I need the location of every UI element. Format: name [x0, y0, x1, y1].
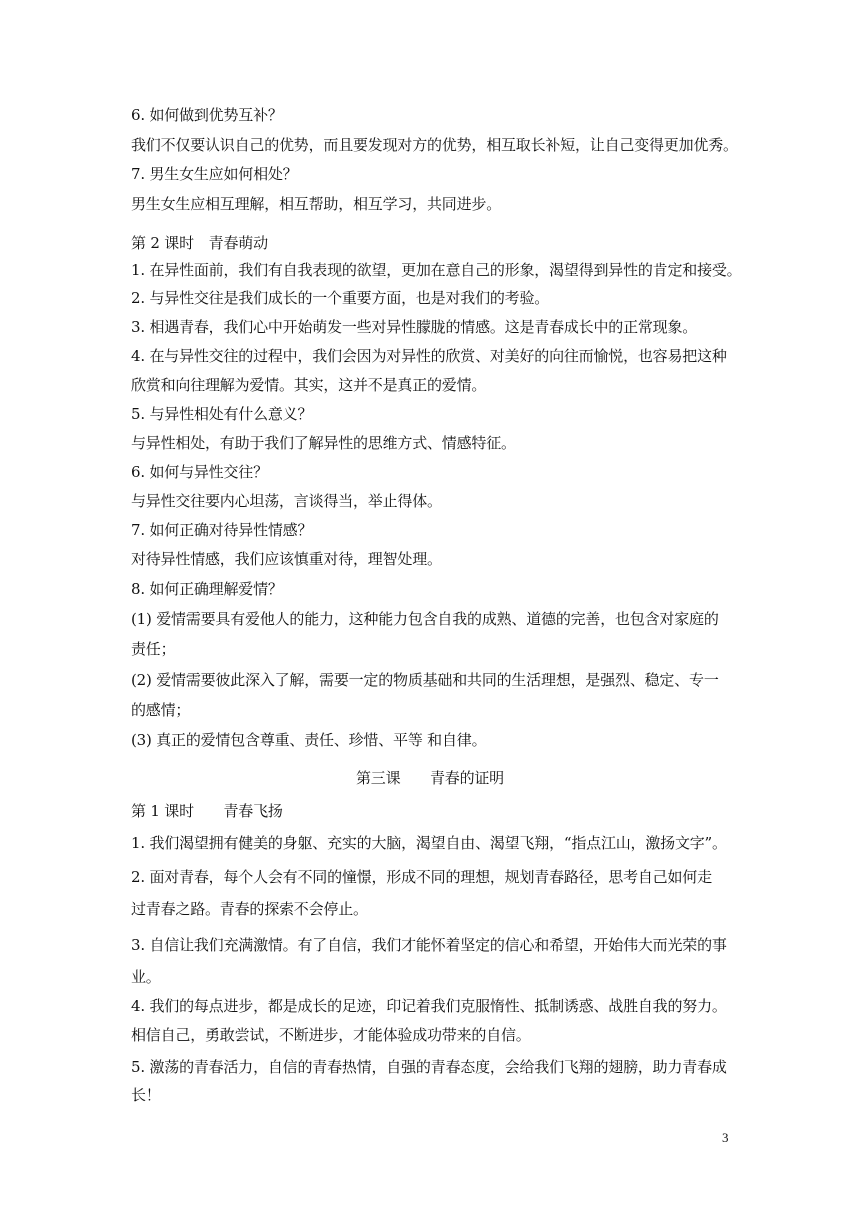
question: 5. 与异性相处有什么意义？ — [131, 405, 313, 423]
page-number: 3 — [722, 1130, 729, 1145]
question-6: 6. 如何做到优势互补？ — [131, 106, 283, 124]
paragraph: 相信自己，勇敢尝试，不断进步，才能体验成功带来的自信。 — [131, 1026, 531, 1044]
answer-item: 责任； — [131, 640, 176, 658]
question-7: 7. 男生女生应如何相处？ — [131, 165, 298, 183]
paragraph: 5. 激荡的青春活力，自信的青春热情，自强的青春态度，会给我们飞翔的翅膀，助力青春成 — [131, 1058, 727, 1076]
paragraph: 4. 在与异性交往的过程中，我们会因为对异性的欣赏、对美好的向往而愉悦，也容易把这种 — [131, 347, 727, 365]
paragraph: 3. 自信让我们充满激情。有了自信，我们才能怀着坚定的信心和希望，开始伟大而光荣的事 — [131, 936, 727, 954]
lesson-heading: 第 2 课时 青春萌动 — [131, 234, 268, 252]
answer-item: (1) 爱情需要具有爱他人的能力，这种能力包含自我的成熟、道德的完善，也包含对家庭的 — [131, 610, 719, 628]
answer-6: 我们不仅要认识自己的优势，而且要发现对方的优势，相互取长补短，让自己变得更加优秀。 — [131, 136, 738, 154]
paragraph: 欣赏和向往理解为爱情。其实，这并不是真正的爱情。 — [131, 376, 487, 394]
paragraph: 1. 我们渴望拥有健美的身躯、充实的大脑，渴望自由、渴望飞翔，“指点江山，激扬文字”。 — [131, 834, 727, 852]
answer-item: (3) 真正的爱情包含尊重、责任、珍惜、平等 和自律。 — [131, 731, 487, 749]
question: 8. 如何正确理解爱情？ — [131, 580, 283, 598]
paragraph: 2. 与异性交往是我们成长的一个重要方面，也是对我们的考验。 — [131, 289, 550, 307]
paragraph: 3. 相遇青春，我们心中开始萌发一些对异性朦胧的情感。这是青春成长中的正常现象。 — [131, 318, 698, 336]
paragraph: 4. 我们的每点进步，都是成长的足迹，印记着我们克服惰性、抵制诱惑、战胜自我的努力。 — [131, 997, 727, 1015]
question: 6. 如何与异性交往？ — [131, 463, 268, 481]
paragraph: 业。 — [131, 968, 161, 986]
answer: 对待异性情感，我们应该慎重对待，理智处理。 — [131, 550, 442, 568]
answer-item: 的感情； — [131, 701, 191, 719]
lesson-title: 第三课 青春的证明 — [355, 769, 504, 787]
paragraph: 过青春之路。青春的探索不会停止。 — [131, 900, 368, 918]
paragraph: 长！ — [131, 1086, 161, 1104]
answer: 与异性交往要内心坦荡，言谈得当，举止得体。 — [131, 492, 442, 510]
answer-7: 男生女生应相互理解，相互帮助，相互学习，共同进步。 — [131, 195, 502, 213]
lesson-heading: 第 1 课时 青春飞扬 — [131, 802, 283, 820]
answer-item: (2) 爱情需要彼此深入了解，需要一定的物质基础和共同的生活理想，是强烈、稳定、专一 — [131, 671, 719, 689]
paragraph: 2. 面对青春，每个人会有不同的憧憬，形成不同的理想，规划青春路径，思考自己如何走 — [131, 868, 712, 886]
question: 7. 如何正确对待异性情感？ — [131, 521, 313, 539]
answer: 与异性相处，有助于我们了解异性的思维方式、情感特征。 — [131, 434, 516, 452]
paragraph: 1. 在异性面前，我们有自我表现的欲望，更加在意自己的形象，渴望得到异性的肯定和接受。 — [131, 261, 742, 279]
